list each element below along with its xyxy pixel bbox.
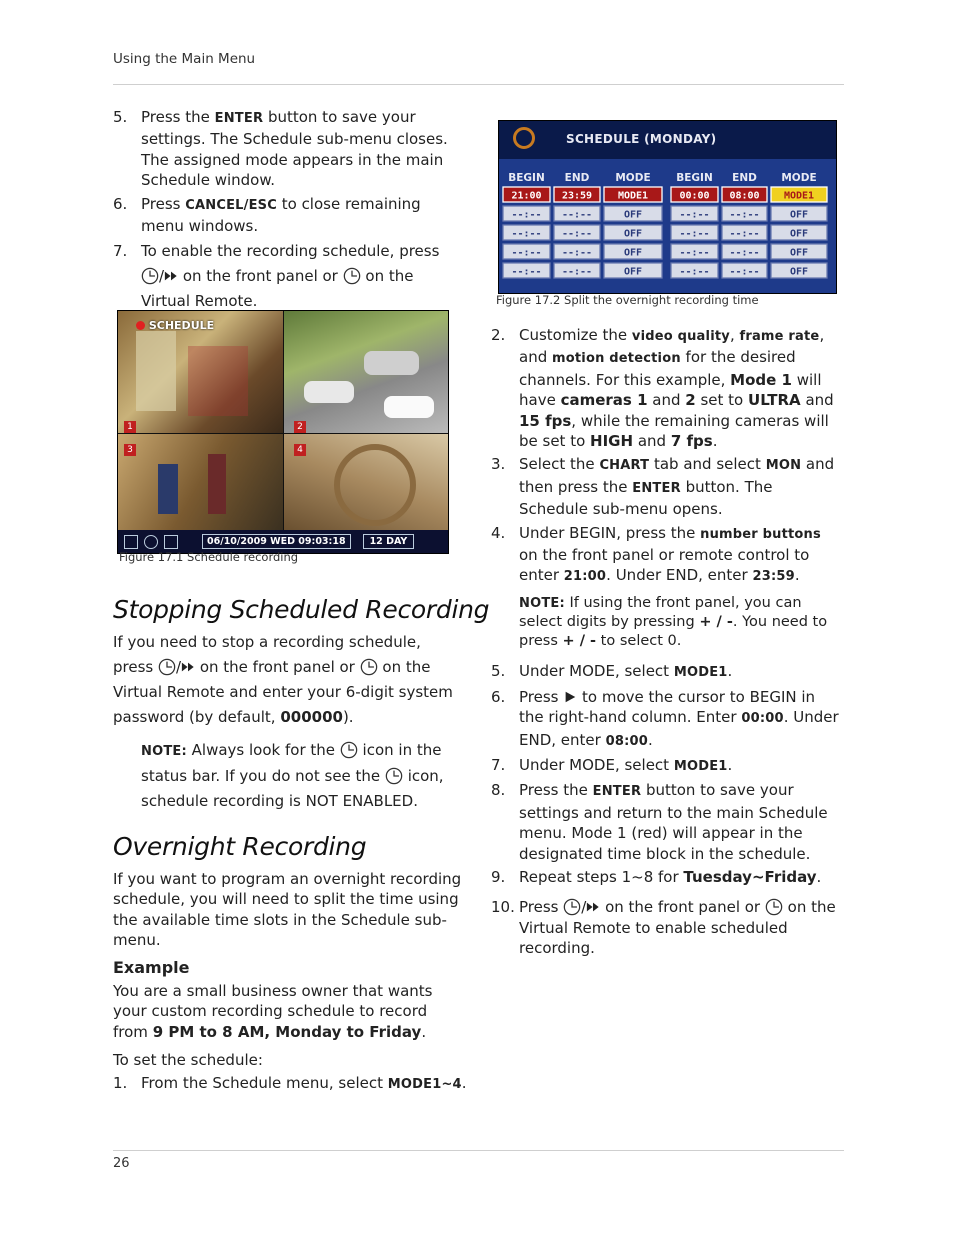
camera-3-view [118,434,283,530]
grid-header: BEGIN [508,172,545,184]
step-8-right: 8. Press the ENTER button to save your settings and return to the main Schedule menu. Mode 1 (red) will appear in the designated time block in the schedule. [491,781,828,863]
grid-header: BEGIN [676,172,713,184]
clock-icon [141,267,159,285]
figure-17-1-caption: Figure 17.1 Schedule recording [119,550,299,564]
schedule-monday-screenshot [498,120,837,294]
schedule-title: SCHEDULE (MONDAY) [566,132,717,146]
status-bar: 06/10/2009 WED 09:03:18 12 DAY [118,530,448,553]
step-5: 5. Press the ENTER button to save your settings. The Schedule sub-menu closes. The assigned mode appears in the main Schedule window. [113,108,448,190]
step-9-right: 9. Repeat steps 1~8 for Tuesday~Friday. [491,868,822,887]
clock-icon [385,767,403,785]
grid-cell-text: --:-- [511,266,542,278]
clock-icon [360,658,378,676]
camera-4-view [284,434,448,530]
grid-header: MODE [781,172,817,184]
footer-divider [113,1150,844,1151]
fast-forward-icon [586,898,600,916]
step-4: 4. Under BEGIN, press the number buttons on the front panel or remote control to enter 21:00. Under END, enter 23:59. [491,523,821,585]
clock-icon [144,535,158,549]
grid-cell-text: MODE1 [783,190,815,202]
step-10-right: 10. Press / on the front panel or on the Virtual Remote to enable scheduled recording. [491,898,836,958]
grid-cell-text: --:-- [511,209,542,221]
figure-17-2-caption: Figure 17.2 Split the overnight recording time [496,293,759,307]
grid-cell-text: 00:00 [679,190,710,202]
overlay-schedule-label: SCHEDULE [136,319,214,332]
grid-cell-text: --:-- [561,266,593,278]
play-triangle-icon [563,688,577,706]
stopping-note: NOTE: Always look for the icon in the status bar. If you do not see the icon, schedule recording is NOT ENABLED. [141,741,444,810]
clock-icon [158,658,176,676]
example-heading: Example [113,958,190,977]
record-dot-icon [136,321,145,330]
grid-cell-text: 23:59 [561,190,593,202]
grid-header: END [732,172,757,184]
cam-label-3: 3 [124,444,136,456]
grid-header: END [564,172,590,184]
grid-cell-text: OFF [623,209,643,221]
grid-cell-text: --:-- [561,247,593,259]
grid-cell-text: --:-- [729,228,760,240]
grid-cell-text: OFF [789,228,809,240]
fast-forward-icon [164,267,178,285]
grid-cell-text: --:-- [679,209,710,221]
step-7-right: 7. Under MODE, select MODE1. [491,756,733,774]
right-note: NOTE: If using the front panel, you can select digits by pressing + / -. You need to press + / - to select 0. [519,594,828,649]
left-steps [113,107,463,314]
section-heading-stopping: Stopping Scheduled Recording [113,595,490,624]
step-6: 6. Press CANCEL/ESC to close remaining menu windows. [113,194,421,236]
cam-label-1: 1 [124,421,136,433]
to-set-schedule: To set the schedule: [113,1051,263,1069]
page-number: 26 [113,1156,130,1171]
grid-cell-text: OFF [623,266,643,278]
step-1: 1. From the Schedule menu, select MODE1~4. [113,1074,467,1092]
grid-cell-text: 08:00 [729,190,760,202]
grid-cell-text: OFF [623,228,643,240]
clock-icon [340,741,358,759]
hdd-days-remaining: 12 DAY [363,534,415,549]
overnight-steps [113,1073,468,1095]
grid-cell-text: --:-- [729,247,760,259]
grid-cell-text: --:-- [511,228,542,240]
grid-cell-text: OFF [789,247,809,259]
grid-cell-text: 21:00 [511,190,542,202]
grid-cell-text: --:-- [561,228,593,240]
running-header: Using the Main Menu [113,51,256,67]
example-paragraph: You are a small business owner that wants your custom recording schedule to record from 9 PM to 8 AM, Monday to Friday. [113,982,433,1041]
grid-cell-text: --:-- [679,266,710,278]
cam-label-2: 2 [294,421,306,433]
step-3: 3. Select the CHART tab and select MON and then press the ENTER button. The Schedule sub-menu opens. [491,455,835,519]
step-7: 7. To enable the recording schedule, press / on the front panel or on the Virtual Remote. [113,242,440,311]
hdd-icon [124,535,138,549]
grid-cell-text: OFF [789,266,809,278]
grid-cell-text: OFF [623,247,643,259]
network-icon [164,535,178,549]
grid-cell-text: --:-- [729,266,760,278]
section-heading-overnight: Overnight Recording [113,832,367,861]
cam-label-4: 4 [294,444,306,456]
right-steps [491,325,843,959]
step-2: 2. Customize the video quality, frame rate, and motion detection for the desired channels. For this example, Mode 1 will have cameras 1 and 2 set to ULTRA and 15 fps, while the remaining cameras will be set to HIGH and 7 fps. [491,326,834,451]
stopping-paragraph: If you need to stop a recording schedule, press / on the front panel or on the Virtual Remote and enter your 6-digit system password (by default, 000000). [113,633,453,726]
header-divider [113,84,844,85]
grid-cell-text: --:-- [729,209,760,221]
overnight-paragraph: If you want to program an overnight recording schedule, you will need to split the time using the available time slots in the Schedule sub-menu. [113,870,462,950]
grid-cell-text: OFF [789,209,809,221]
clock-icon [563,898,581,916]
grid-cell-text: --:-- [511,247,542,259]
grid-cell-text: --:-- [679,247,710,259]
fast-forward-icon [181,658,195,676]
camera-2-view [284,311,448,433]
schedule-grid [499,121,836,293]
clock-icon [765,898,783,916]
grid-cell-text: --:-- [679,228,710,240]
grid-cell-text: MODE1 [617,190,649,202]
grid-header: MODE [615,172,651,184]
grid-cell-text: --:-- [561,209,593,221]
step-6-right: 6. Press to move the cursor to BEGIN in the right-hand column. Enter 00:00. Under END, enter 08:00. [491,687,839,749]
step-5-right: 5. Under MODE, select MODE1. [491,662,733,681]
clock-icon [343,267,361,285]
schedule-recording-screenshot [117,310,449,554]
